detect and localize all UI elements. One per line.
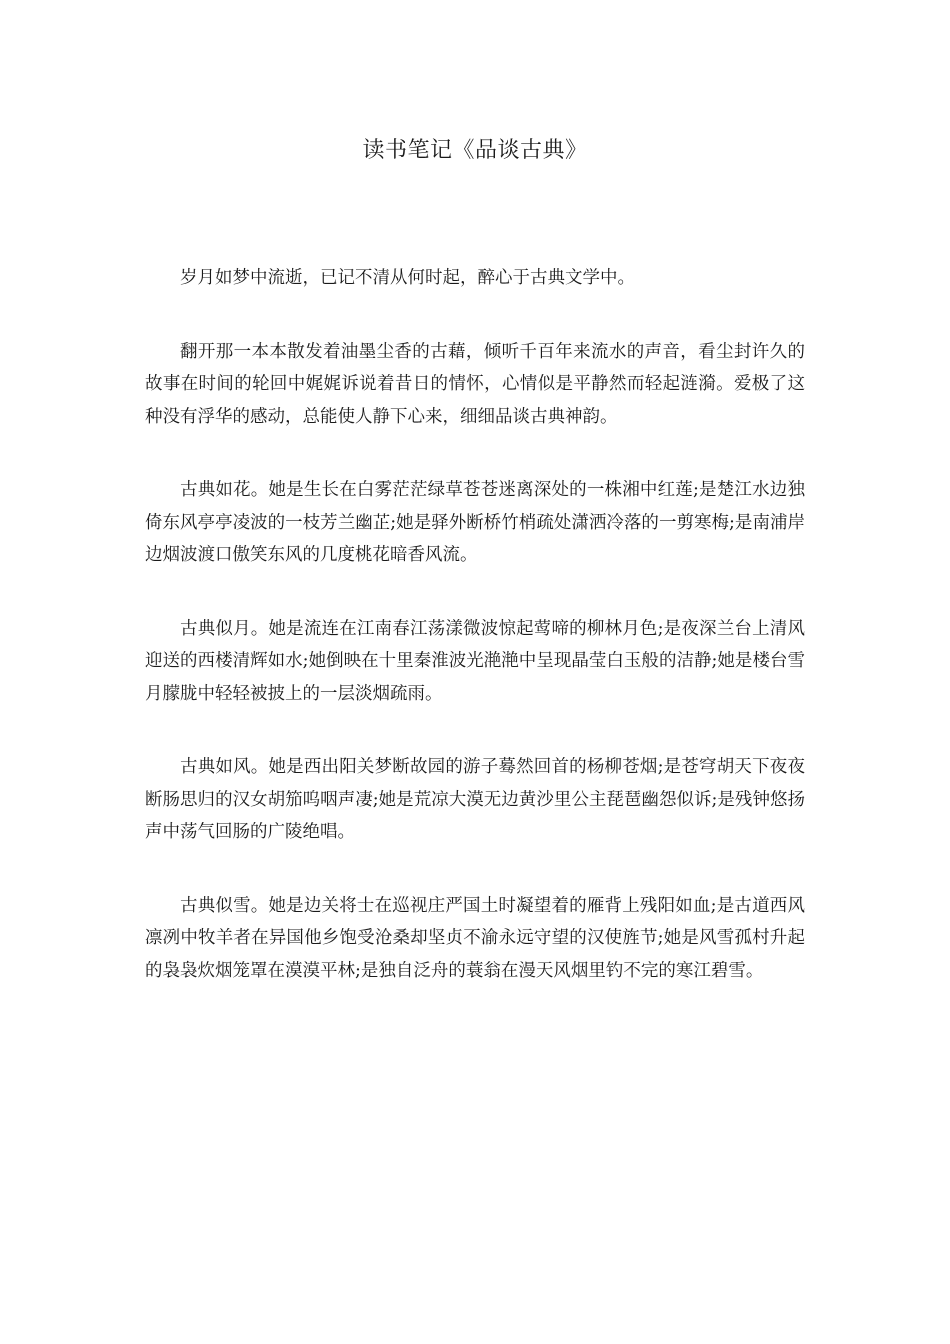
paragraph: 岁月如梦中流逝，已记不清从何时起，醉心于古典文学中。 — [180, 268, 635, 288]
document-title: 读书笔记《品谈古典》 — [362, 138, 588, 163]
paragraph: 古典似雪。她是边关将士在巡视庄严国土时凝望着的雁背上残阳如血;是古道西风凛冽中牧羊者在异国他乡饱受沧桑却坚贞不渝永远守望的汉使旌节;她是风雪孤村升起的袅袅炊烟笼罩在漠漠平林;是独自泛舟的蓑翁在漫天风烟里钓不完的寒江碧雪。 — [145, 895, 805, 981]
paragraph: 古典似月。她是流连在江南春江荡漾微波惊起莺啼的柳林月色;是夜深兰台上清风迎送的西楼清辉如水;她倒映在十里秦淮波光滟滟中呈现晶莹白玉般的洁静;她是楼台雪月朦胧中轻轻被披上的一层淡烟疏雨。 — [145, 618, 805, 704]
paragraph: 翻开那一本本散发着油墨尘香的古藉，倾听千百年来流水的声音，看尘封许久的故事在时间的轮回中娓娓诉说着昔日的情怀，心情似是平静然而轻起涟漪。爱极了这种没有浮华的感动，总能使人静下心来，细细品谈古典神韵。 — [145, 341, 805, 427]
document-body — [145, 262, 805, 1028]
paragraph: 古典如花。她是生长在白雾茫茫绿草苍苍迷离深处的一株湘中红莲;是楚江水边独倚东风亭亭凌波的一枝芳兰幽芷;她是驿外断桥竹梢疏处潇洒冷落的一剪寒梅;是南浦岸边烟波渡口傲笑东风的几度桃花暗香风流。 — [145, 480, 805, 565]
paragraph: 古典如风。她是西出阳关梦断故园的游子蓦然回首的杨柳苍烟;是苍穹胡天下夜夜断肠思归的汉女胡笳呜咽声凄;她是荒凉大漠无边黄沙里公主琵琶幽怨似诉;是残钟悠扬声中荡气回肠的广陵绝唱。 — [145, 757, 805, 842]
